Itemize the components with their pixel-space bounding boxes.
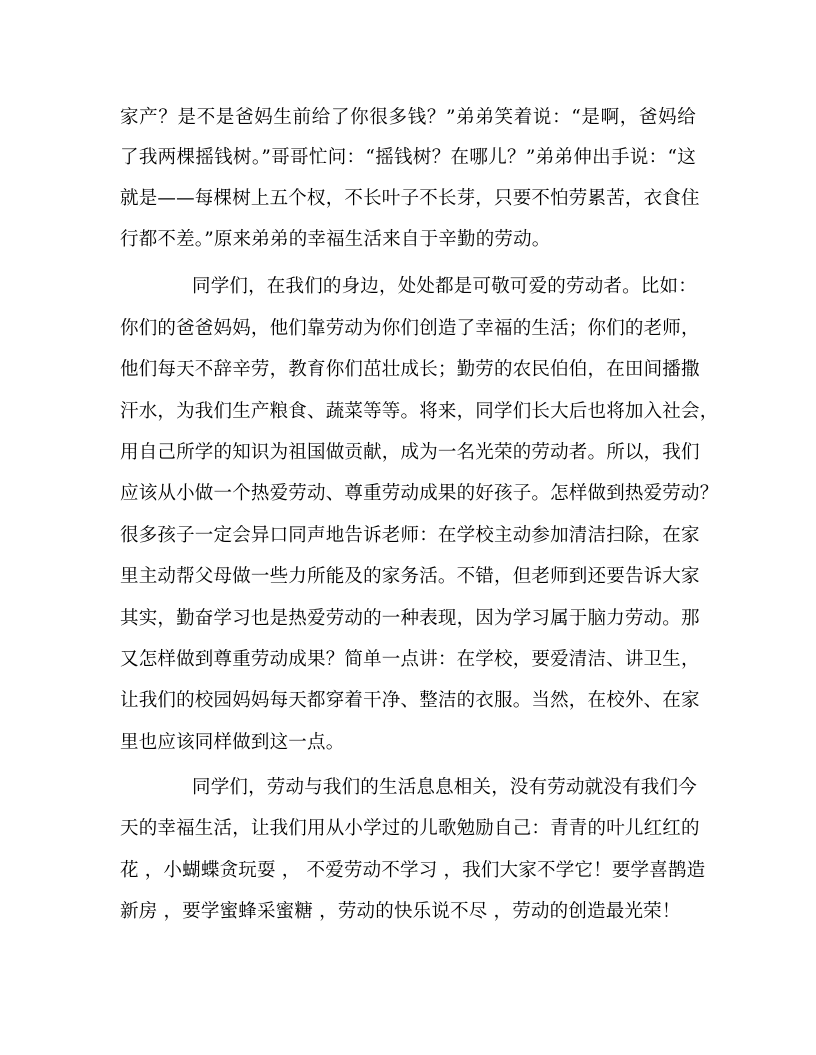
paragraph-2-line-5: 用自己所学的知识为祖国做贡献，成为一名光荣的劳动者。所以，我们: [120, 442, 700, 463]
paragraph-1-line-1: 家产？是不是爸妈生前给了你很多钱？”弟弟笑着说：“是啊，爸妈给: [120, 107, 696, 128]
paragraph-2-line-8: 里主动帮父母做一些力所能及的家务活。不错，但老师到还要告诉大家: [120, 566, 700, 587]
paragraph-2-line-6: 应该从小做一个热爱劳动、尊重劳动成果的好孩子。怎样做到热爱劳动？: [120, 483, 719, 504]
paragraph-2-line-11: 让我们的校园妈妈每天都穿着干净、整洁的衣服。当然，在校外、在家: [120, 690, 700, 711]
paragraph-2-line-10: 又怎样做到尊重劳动成果？简单一点讲：在学校，要爱清洁、讲卫生，: [120, 649, 700, 670]
paragraph-2-line-12: 里也应该同样做到这一点。: [120, 732, 345, 753]
paragraph-3-line-1: 同学们，劳动与我们的生活息息相关，没有劳动就没有我们今: [192, 777, 697, 798]
paragraph-3-line-2: 天的幸福生活，让我们用从小学过的儿歌勉励自己：青青的叶儿红红的: [120, 818, 700, 839]
paragraph-2-line-3: 他们每天不辞辛劳，教育你们茁壮成长；勤劳的农民伯伯，在田间播撒: [120, 359, 700, 380]
paragraph-1-line-4: 行都不差。”原来弟弟的幸福生活来自于辛勤的劳动。: [120, 229, 551, 250]
paragraph-2-line-4: 汗水，为我们生产粮食、蔬菜等等。将来，同学们长大后也将加入社会，: [120, 401, 719, 422]
paragraph-2-line-7: 很多孩子一定会异口同声地告诉老师：在学校主动参加清洁扫除，在家: [120, 525, 700, 546]
paragraph-2-line-2: 你们的爸爸妈妈，他们靠劳动为你们创造了幸福的生活；你们的老师，: [120, 318, 700, 339]
paragraph-3-line-4: 新房 ，要学蜜蜂采蜜糖 ，劳动的快乐说不尽 ，劳动的创造最光荣！: [120, 901, 681, 922]
paragraph-1-line-3: 就是——每棵树上五个杈，不长叶子不长芽，只要不怕劳累苦，衣食住: [120, 188, 700, 209]
paragraph-2-line-1: 同学们，在我们的身边，处处都是可敬可爱的劳动者。比如：: [192, 276, 697, 297]
paragraph-1-line-2: 了我两棵摇钱树。”哥哥忙问：“摇钱树？在哪儿？”弟弟伸出手说：“这: [120, 147, 696, 168]
paragraph-2-line-9: 其实，勤奋学习也是热爱劳动的一种表现，因为学习属于脑力劳动。那: [120, 608, 700, 629]
paragraph-3-line-3: 花 ，小蝴蝶贪玩耍 ， 不爱劳动不学习 ，我们大家不学它！要学喜鹊造: [120, 860, 706, 881]
